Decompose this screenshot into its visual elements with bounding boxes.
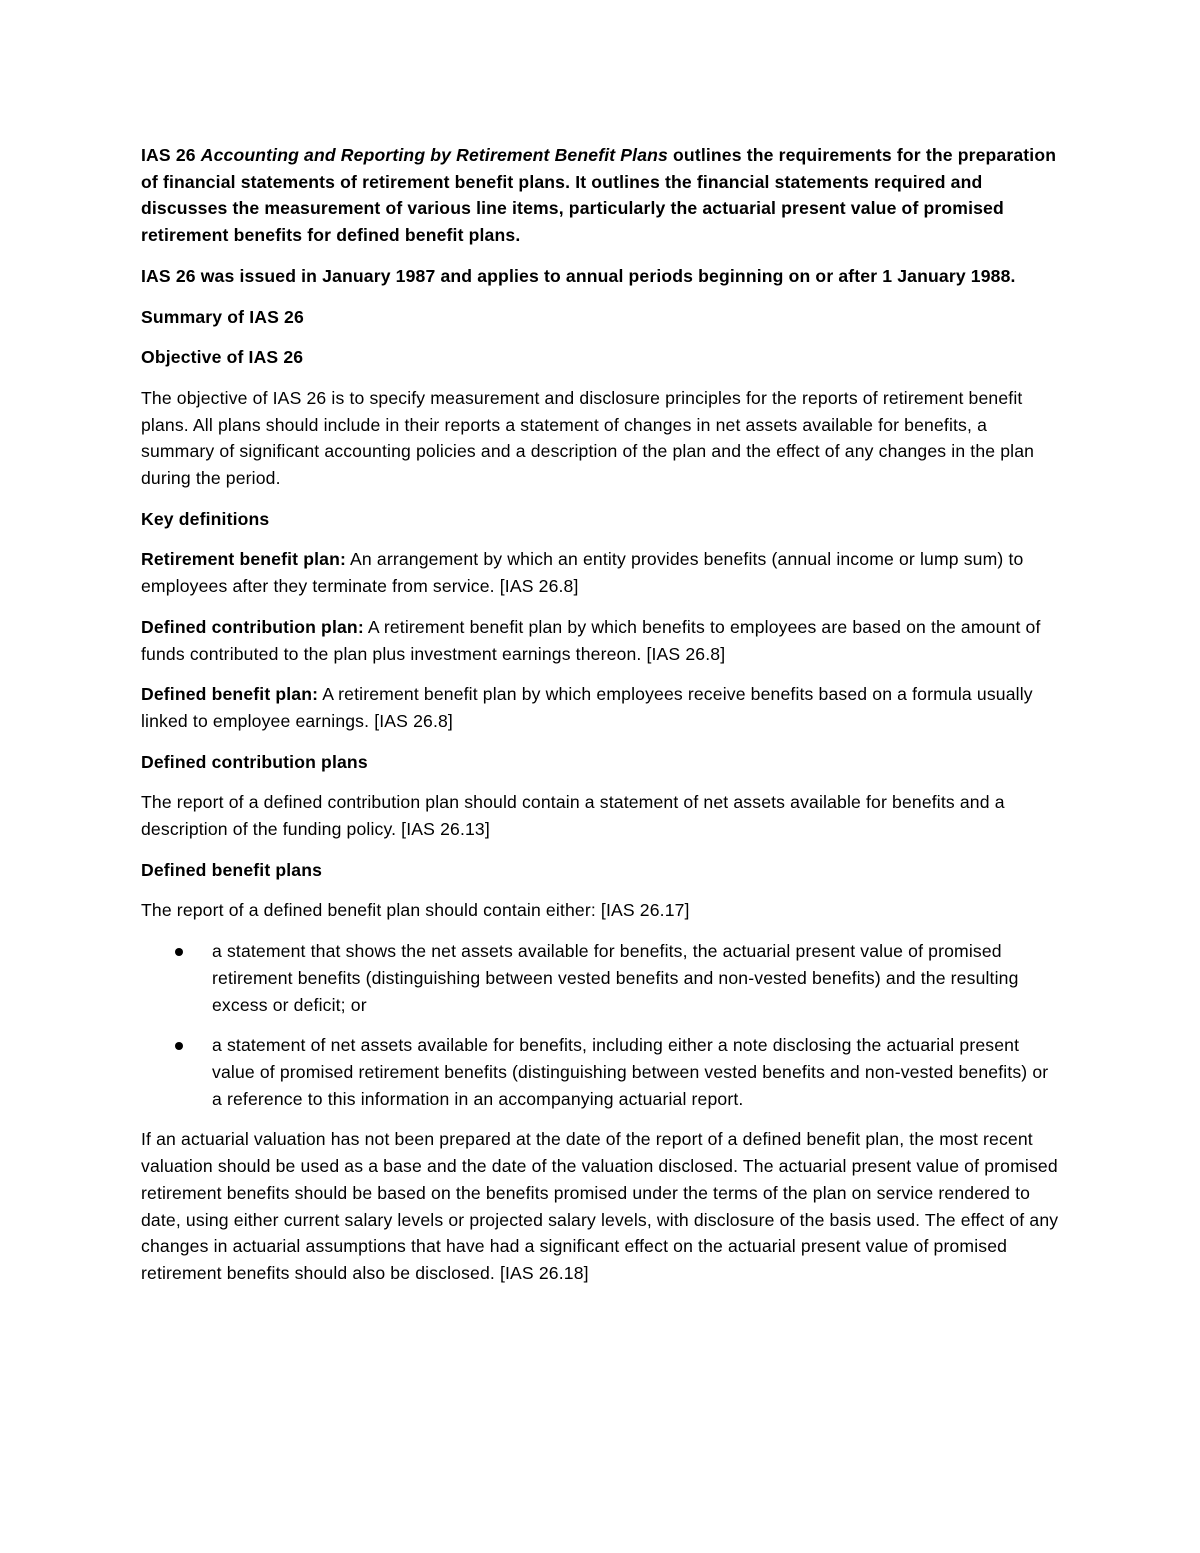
intro-rest: outlines the requirements for the preparation of financial statements of retirement benefit plans. It outlines the financial statements required and discusses the measurement of various line items, particularly the actuarial present value of promised retirement benefits for defined benefit plans. xyxy=(141,145,1057,246)
definition-text: An arrangement by which an entity provides benefits (annual income or lump sum) to employees after they terminate from service. [IAS 26.8] xyxy=(141,549,1024,597)
definition-retirement-benefit-plan xyxy=(141,546,1061,599)
bullet-icon xyxy=(175,1042,183,1050)
document-page xyxy=(141,142,1061,1301)
intro-paragraph xyxy=(141,142,1061,249)
summary-heading: Summary of IAS 26 xyxy=(141,306,304,327)
definition-term: Defined benefit plan: xyxy=(141,684,319,705)
definitions-heading: Key definitions xyxy=(141,508,270,529)
objective-heading: Objective of IAS 26 xyxy=(141,347,304,368)
objective-text: The objective of IAS 26 is to specify measurement and disclosure principles for the reports of retirement benefit plans. All plans should include in their reports a statement of changes in net assets available for benefits, a summary of significant accounting policies and a description of the plan and the effect of any changes in the plan during the period. xyxy=(141,387,1035,489)
list-item xyxy=(141,1032,1061,1112)
definition-term: Defined contribution plan: xyxy=(141,616,364,637)
db-plans-closing: If an actuarial valuation has not been prepared at the date of the report of a defined benefit plan, the most recent valuation should be used as a base and the date of the valuation disclosed. The actuarial present value of promised retirement benefits should be based on the benefits promised under the terms of the plan on service rendered to date, using either current salary levels or projected salary levels, with disclosure of the basis used. The effect of any changes in actuarial assumptions that have had a significant effect on the actuarial present value of promised retirement benefits should also be disclosed. [IAS 26.18] xyxy=(141,1129,1059,1283)
db-plans-heading: Defined benefit plans xyxy=(141,859,323,880)
definition-defined-benefit-plan xyxy=(141,681,1061,734)
db-plans-intro: The report of a defined benefit plan should contain either: [IAS 26.17] xyxy=(141,900,690,921)
definition-text: A retirement benefit plan by which employees receive benefits based on a formula usually linked to employee earnings. [IAS 26.8] xyxy=(141,684,1033,731)
definition-defined-contribution-plan xyxy=(141,614,1061,667)
standard-title: Accounting and Reporting by Retirement Benefit Plans xyxy=(200,145,668,165)
dc-plans-text: The report of a defined contribution plan should contain a statement of net assets available for benefits and a description of the funding policy. [IAS 26.13] xyxy=(141,792,1005,840)
definition-term: Retirement benefit plan: xyxy=(141,549,346,570)
list-item-text: a statement that shows the net assets available for benefits, the actuarial present value of promised retirement benefits (distinguishing between vested benefits and non-vested benefits) and the resulting excess or deficit; or xyxy=(212,941,1019,1015)
list-item xyxy=(141,938,1061,1018)
dc-plans-heading: Defined contribution plans xyxy=(141,751,368,772)
db-plans-bullet-list xyxy=(141,938,1061,1112)
list-item-text: a statement of net assets available for benefits, including either a note disclosing the actuarial present value of promised retirement benefits (distinguishing between vested benefits and non-vested benefits) or a reference to this information in an accompanying actuarial report. xyxy=(212,1035,1049,1109)
issued-paragraph: IAS 26 was issued in January 1987 and applies to annual periods beginning on or after 1 January 1988. xyxy=(141,265,1016,286)
intro-lead: IAS 26 xyxy=(141,145,201,165)
definition-text: A retirement benefit plan by which benefits to employees are based on the amount of funds contributed to the plan plus investment earnings thereon. [IAS 26.8] xyxy=(141,616,1041,664)
bullet-icon xyxy=(175,948,183,956)
